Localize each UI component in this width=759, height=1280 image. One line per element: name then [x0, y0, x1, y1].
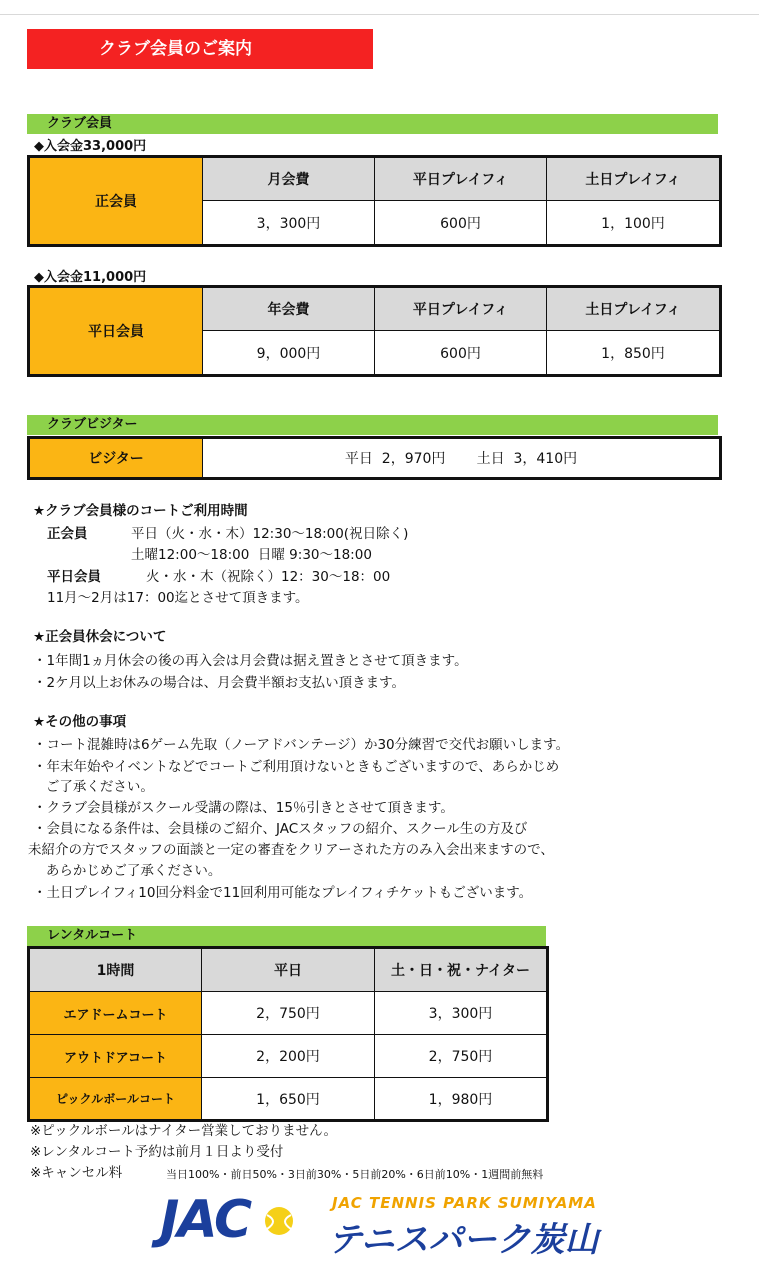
table-cell: 1，980円 — [375, 1078, 548, 1121]
winter-hours-note: 11月～2月は17：00迄とさせて頂きます。 — [47, 590, 309, 606]
regular-hours-label: 正会員 — [47, 526, 88, 542]
rental-section-header: レンタルコート — [27, 926, 546, 946]
table-cell: 2，750円 — [375, 1035, 548, 1078]
table-cell: 600円 — [375, 201, 547, 246]
visitor-label: ビジター — [29, 438, 203, 479]
table-header: 年会費 — [203, 287, 375, 331]
table-header: 土日プレイフィ — [547, 157, 721, 201]
table-cell: 1，850円 — [547, 331, 721, 376]
table-cell: 1，100円 — [547, 201, 721, 246]
weekday-member-table — [27, 285, 722, 377]
logo-mark-text: JAC — [160, 1190, 251, 1250]
logo-japanese: テニスパーク炭山 — [328, 1220, 599, 1260]
court-name: アウトドアコート — [29, 1035, 202, 1078]
list-item: ・土日プレイフィ10回分料金で11回利用可能なプレイフィチケットもございます。 — [33, 885, 533, 901]
weekday-member-label: 平日会員 — [29, 287, 203, 376]
table-cell: 1，650円 — [202, 1078, 375, 1121]
cancel-label: ※キャンセル料 — [30, 1165, 123, 1181]
club-section-header: クラブ会員 — [27, 114, 718, 134]
table-cell: 9，000円 — [203, 331, 375, 376]
table-header: 平日プレイフィ — [375, 287, 547, 331]
list-item: 未紹介の方でスタッフの面談と一定の審査をクリアーされた方のみ入会出来ますので、 — [28, 842, 554, 858]
list-item: ・1年間1ヵ月休会の後の再入会は月会費は据え置きとさせて頂きます。 — [33, 653, 468, 669]
regular-hours-line: 土曜12:00～18:00 日曜 9:30～18:00 — [131, 547, 372, 563]
top-divider — [0, 14, 759, 15]
list-item: ・クラブ会員様がスクール受講の際は、15％引きとさせて頂きます。 — [33, 800, 454, 816]
table-cell: 3，300円 — [375, 992, 548, 1035]
weekday-entry-fee: ◆入会金11,000円 — [34, 270, 147, 285]
table-cell: 3，300円 — [203, 201, 375, 246]
table-row — [29, 1035, 548, 1078]
page-title: クラブ会員のご案内 — [27, 29, 373, 69]
table-row — [29, 1078, 548, 1121]
table-row — [29, 992, 548, 1035]
weekday-hours-label: 平日会員 — [47, 569, 101, 585]
list-item: ・会員になる条件は、会員様のご紹介、JACスタッフの紹介、スクール生の方及び — [33, 821, 528, 837]
table-header: 月会費 — [203, 157, 375, 201]
rental-table — [27, 946, 549, 1122]
court-hours-heading: ★クラブ会員様のコートご利用時間 — [33, 503, 248, 519]
logo-english: JAC TENNIS PARK SUMIYAMA — [332, 1194, 597, 1212]
table-header: 1時間 — [29, 948, 202, 992]
cancel-detail: 当日100%・前日50%・3日前30%・5日前20%・6日前10%・1週間前無料 — [166, 1168, 544, 1181]
jac-logo — [160, 1190, 680, 1260]
table-cell: 600円 — [375, 331, 547, 376]
list-item: ・コート混雑時は6ゲーム先取（ノーアドバンテージ）か30分練習で交代お願いします。 — [33, 737, 570, 753]
court-name: ピックルボールコート — [29, 1078, 202, 1121]
other-heading: ★その他の事項 — [33, 714, 127, 730]
court-name: エアドームコート — [29, 992, 202, 1035]
suspension-heading: ★正会員休会について — [33, 629, 167, 645]
table-header: 土・日・祝・ナイター — [375, 948, 548, 992]
visitor-price: 平日 2，970円 土日 3，410円 — [203, 438, 721, 479]
list-item: ご了承ください。 — [33, 779, 154, 795]
regular-entry-fee: ◆入会金33,000円 — [34, 139, 147, 154]
list-item: ・2ケ月以上お休みの場合は、月会費半額お支払い頂きます。 — [33, 675, 406, 691]
table-cell: 2，750円 — [202, 992, 375, 1035]
table-header: 土日プレイフィ — [547, 287, 721, 331]
table-header: 平日 — [202, 948, 375, 992]
list-item: あらかじめご了承ください。 — [33, 863, 222, 879]
table-cell: 2，200円 — [202, 1035, 375, 1078]
regular-member-table — [27, 155, 722, 247]
table-header: 平日プレイフィ — [375, 157, 547, 201]
reservation-note: ※レンタルコート予約は前月１日より受付 — [30, 1144, 284, 1160]
regular-hours-line: 平日（火・水・木）12:30～18:00(祝日除く) — [131, 526, 409, 542]
list-item: ・年末年始やイベントなどでコートご利用頂けないときもございますので、あらかじめ — [33, 759, 560, 775]
regular-member-label: 正会員 — [29, 157, 203, 246]
tennis-ball-icon — [264, 1206, 294, 1236]
visitor-table — [27, 436, 722, 480]
weekday-hours-line: 火・水・木（祝除く）12：30～18：00 — [146, 569, 391, 585]
pickleball-note: ※ピックルボールはナイター営業しておりません。 — [30, 1123, 337, 1139]
visitor-section-header: クラブビジター — [27, 415, 718, 435]
